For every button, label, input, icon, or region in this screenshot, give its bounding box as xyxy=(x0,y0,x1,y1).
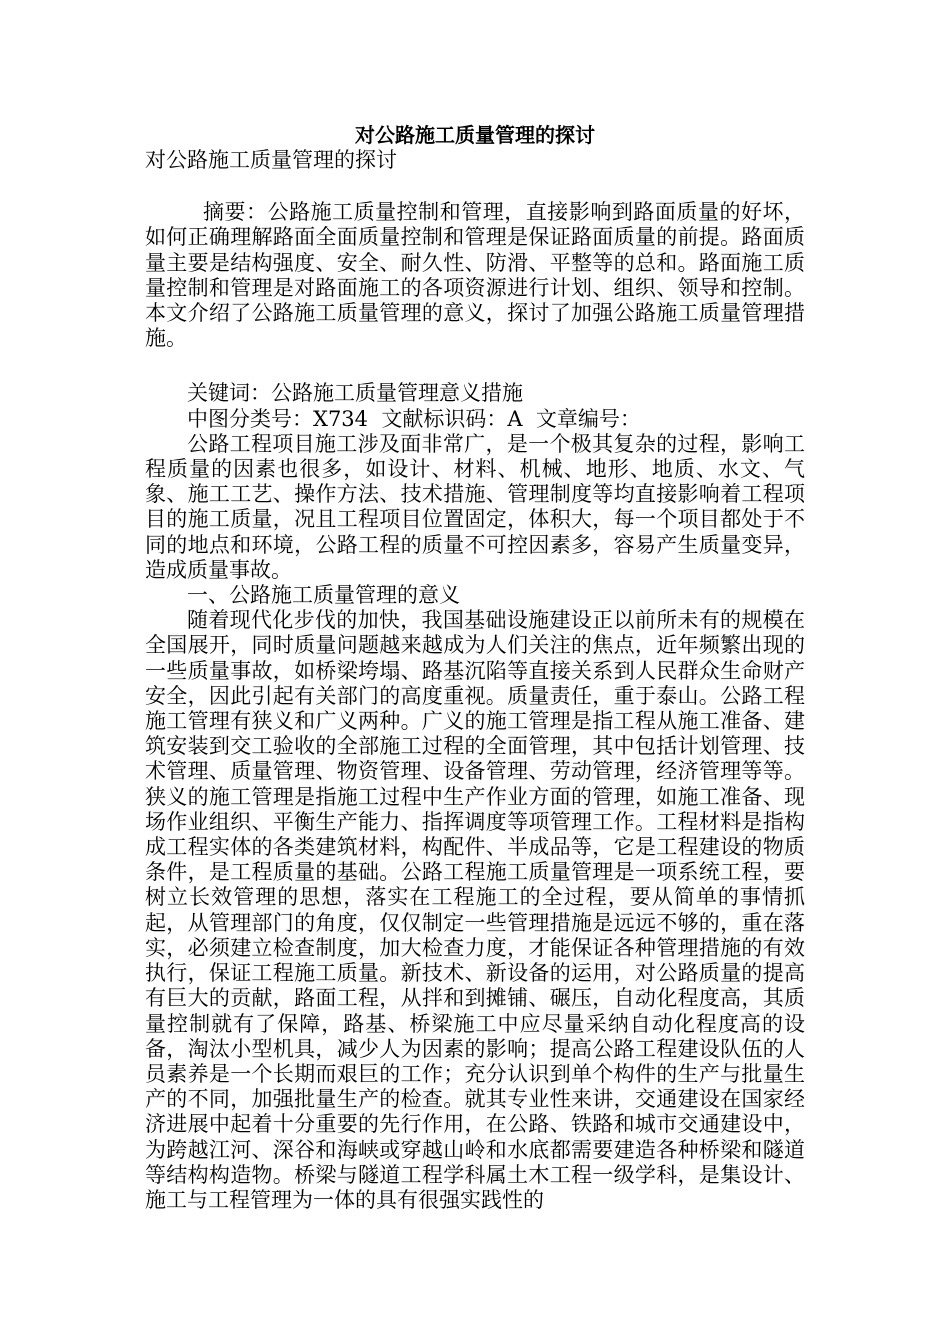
section-heading: 一、公路施工质量管理的意义 xyxy=(187,583,460,608)
intro-paragraph: 公路工程项目施工涉及面非常广，是一个极其复杂的过程，影响工程质量的因素也很多，如设计、材料、机械、地形、地质、水文、气象、施工工艺、操作方法、技术措施、管理制度等均直接影响着工程项目的施工质量，况且工程项目位置固定，体积大，每一个项目都处于不同的地点和环境，公路工程的质量不可控因素多，容易产生质量变异，造成质量事故。 xyxy=(145,431,805,582)
abstract-paragraph: 摘要：公路施工质量控制和管理，直接影响到路面质量的好坏，如何正确理解路面全面质量控制和管理是保证路面质量的前提。路面质量主要是结构强度、安全、耐久性、防滑、平整等的总和。路面施工质量控制和管理是对路面施工的各项资源进行计划、组织、领导和控制。本文介绍了公路施工质量管理的意义，探讨了加强公路施工质量管理措施。 xyxy=(145,200,805,351)
document-subtitle: 对公路施工质量管理的探讨 xyxy=(145,148,397,172)
document-page xyxy=(145,122,805,1213)
document-title: 对公路施工质量管理的探讨 xyxy=(355,123,595,147)
classification-line: 中图分类号：X734 文献标识码：A 文章编号： xyxy=(187,406,641,431)
keywords-line: 关键词：公路施工质量管理意义措施 xyxy=(187,381,523,406)
section-body-paragraph: 随着现代化步伐的加快，我国基础设施建设正以前所未有的规模在全国展开，同时质量问题越来越成为人们关注的焦点，近年频繁出现的一些质量事故，如桥梁垮塌、路基沉陷等直接关系到人民群众生命财产安全，因此引起有关部门的高度重视。质量责任，重于泰山。公路工程施工管理有狭义和广义两种。广义的施工管理是指工程从施工准备、建筑安装到交工验收的全部施工过程的全面管理，其中包括计划管理、技术管理、质量管理、物资管理、设备管理、劳动管理，经济管理等等。狭义的施工管理是指施工过程中生产作业方面的管理，如施工准备、现场作业组织、平衡生产能力、指挥调度等项管理工作。工程材料是指构成工程实体的各类建筑材料，构配件、半成品等，它是工程建设的物质条件，是工程质量的基础。公路工程施工质量管理是一项系统工程，要树立长效管理的思想，落实在工程施工的全过程，要从简单的事情抓起，从管理部门的角度，仅仅制定一些管理措施是远远不够的，重在落实，必须建立检查制度，加大检查力度，才能保证各种管理措施的有效执行，保证工程施工质量。新技术、新设备的运用，对公路质量的提高有巨大的贡献，路面工程，从拌和到摊铺、碾压，自动化程度高，其质量控制就有了保障，路基、桥梁施工中应尽量采纳自动化程度高的设备，淘汰小型机具，减少人为因素的影响；提高公路工程建设队伍的人员素养是一个长期而艰巨的工作；充分认识到单个构件的生产与批量生产的不同，加强批量生产的检查。就其专业性来讲，交通建设在国家经济进展中起着十分重要的先行作用，在公路、铁路和城市交通建设中，为跨越江河、深谷和海峡或穿越山岭和水底都需要建造各种桥梁和隧道等结构构造物。桥梁与隧道工程学科属土木工程一级学科，是集设计、施工与工程管理为一体的具有很强实践性的 xyxy=(145,608,805,1212)
